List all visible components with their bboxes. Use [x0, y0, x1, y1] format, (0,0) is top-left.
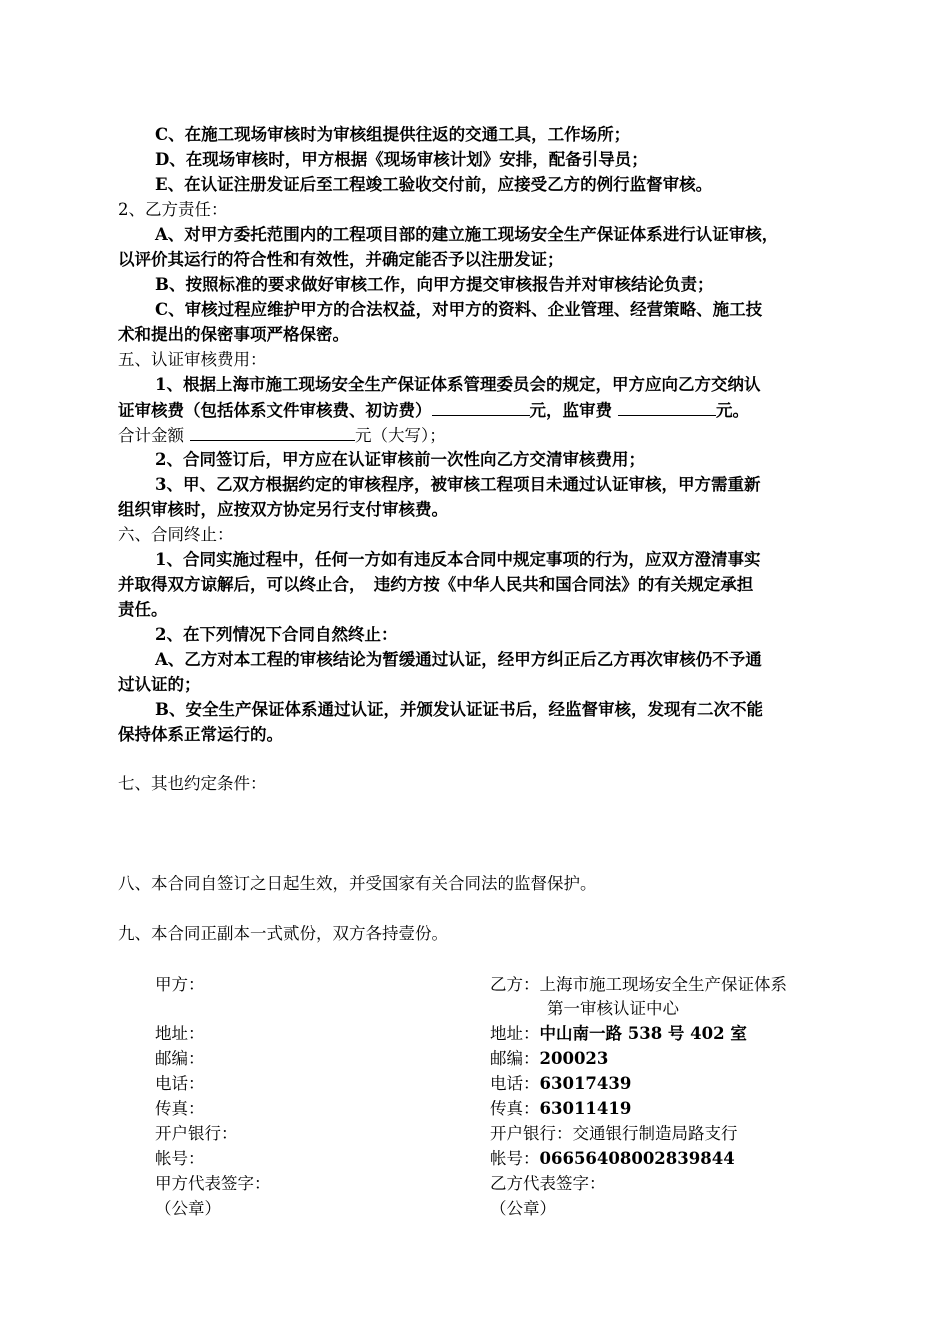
heading-copies: 九、本合同正副本一式贰份，双方各持壹份。 — [118, 924, 448, 943]
party-a-bank: 开户银行： — [155, 1124, 238, 1143]
party-b-postcode-value: 200023 — [539, 1049, 609, 1068]
fee-clause-1-line2 — [118, 398, 749, 423]
clause-b-c-line1: C、审核过程应维护甲方的合法权益，对甲方的资料、企业管理、经营策略、施工技 — [155, 300, 763, 319]
party-b-title: 乙方：上海市施工现场安全生产保证体系 — [490, 975, 787, 994]
party-b-address-value: 中山南一路 538 号 402 室 — [539, 1024, 747, 1043]
fee-clause-1-line1: 1、根据上海市施工现场安全生产保证体系管理委员会的规定，甲方应向乙方交纳认 — [155, 375, 761, 394]
term-clause-1-line1: 1、合同实施过程中，任何一方如有违反本合同中规定事项的行为，应双方澄清事实 — [155, 550, 761, 569]
heading-fees: 五、认证审核费用： — [118, 350, 267, 369]
party-b-postcode-label: 邮编： — [490, 1049, 540, 1068]
party-b-bank-value: 交通银行制造局路支行 — [572, 1124, 738, 1143]
clause-d-guide: D、在现场审核时，甲方根据《现场审核计划》安排，配备引导员； — [155, 150, 648, 169]
total-capital: 元（大写）； — [355, 426, 446, 445]
party-a-title: 甲方： — [155, 975, 205, 994]
term-clause-1-line3: 责任。 — [118, 600, 168, 619]
party-b-phone — [490, 1072, 631, 1096]
fee-clause-2: 2、合同签订后，甲方应在认证审核前一次性向乙方交清审核费用； — [155, 450, 645, 469]
clause-b-b: B、按照标准的要求做好审核工作，向甲方提交审核报告并对审核结论负责； — [155, 275, 714, 294]
party-b-bank — [490, 1122, 738, 1146]
fee-clause-3-line1: 3、甲、乙双方根据约定的审核程序，被审核工程项目未通过认证审核，甲方需重新 — [155, 475, 761, 494]
party-b-title2: 第一审核认证中心 — [547, 999, 679, 1018]
supervision-fee-blank[interactable] — [618, 398, 716, 416]
party-b-phone-value: 63017439 — [539, 1074, 632, 1093]
party-b-bank-label: 开户银行： — [490, 1124, 573, 1143]
party-b-address-label: 地址： — [490, 1024, 540, 1043]
term-clause-2a-line1: A、乙方对本工程的审核结论为暂缓通过认证，经甲方纠正后乙方再次审核仍不予通 — [155, 650, 762, 669]
term-clause-2a-line2: 过认证的； — [118, 675, 201, 694]
term-clause-2b-line2: 保持体系正常运行的。 — [118, 725, 283, 744]
fee-yuan: 元。 — [716, 401, 749, 420]
term-clause-2: 2、在下列情况下合同自然终止： — [155, 625, 398, 644]
term-clause-2b-line1: B、安全生产保证体系通过认证，并颁发认证证书后，经监督审核，发现有二次不能 — [155, 700, 763, 719]
fee-supervision-label: 元，监审费 — [529, 401, 612, 420]
total-amount-blank[interactable] — [190, 423, 355, 441]
party-b-fax-value: 63011419 — [539, 1099, 632, 1118]
heading-other-terms: 七、其也约定条件： — [118, 774, 267, 793]
party-b-postcode — [490, 1047, 608, 1071]
party-a-seal: （公章） — [155, 1199, 221, 1218]
party-b-account-value: 06656408002839844 — [539, 1149, 735, 1168]
party-a-fax: 传真： — [155, 1099, 205, 1118]
audit-fee-blank[interactable] — [432, 398, 530, 416]
party-b-fax-label: 传真： — [490, 1099, 540, 1118]
party-a-postcode: 邮编： — [155, 1049, 205, 1068]
party-b-fax — [490, 1097, 631, 1121]
clause-c-transport: C、在施工现场审核时为审核组提供往返的交通工具，工作场所； — [155, 125, 631, 144]
party-b-address — [490, 1022, 747, 1046]
heading-effective: 八、本合同自签订之日起生效，并受国家有关合同法的监督保护。 — [118, 874, 597, 893]
party-b-seal: （公章） — [490, 1199, 556, 1218]
term-clause-1-line2: 并取得双方谅解后，可以终止合， 违约方按《中华人民共和国合同法》的有关规定承担 — [118, 575, 754, 594]
party-b-phone-label: 电话： — [490, 1074, 540, 1093]
fee-audit-label: 证审核费（包括体系文件审核费、初访费） — [118, 401, 432, 420]
clause-b-a-line2: 以评价其运行的符合性和有效性，并确定能否予以注册发证； — [118, 250, 564, 269]
clause-b-a-line1: A、对甲方委托范围内的工程项目部的建立施工现场安全生产保证体系进行认证审核， — [155, 225, 779, 244]
fee-clause-3-line2: 组织审核时，应按双方协定另行支付审核费。 — [118, 500, 448, 519]
party-a-address: 地址： — [155, 1024, 205, 1043]
party-b-signature: 乙方代表签字： — [490, 1174, 606, 1193]
total-label: 合计金额 — [118, 426, 184, 445]
party-b-account — [490, 1147, 735, 1171]
heading-termination: 六、合同终止： — [118, 525, 234, 544]
clause-b-c-line2: 术和提出的保密事项严格保密。 — [118, 325, 349, 344]
total-amount-line — [118, 423, 446, 448]
party-a-account: 帐号： — [155, 1149, 205, 1168]
clause-e-supervision: E、在认证注册发证后至工程竣工验收交付前，应接受乙方的例行监督审核。 — [155, 175, 713, 194]
party-b-account-label: 帐号： — [490, 1149, 540, 1168]
heading-party-b-duty: 2、乙方责任： — [118, 200, 228, 219]
party-a-phone: 电话： — [155, 1074, 205, 1093]
party-a-signature: 甲方代表签字： — [155, 1174, 271, 1193]
